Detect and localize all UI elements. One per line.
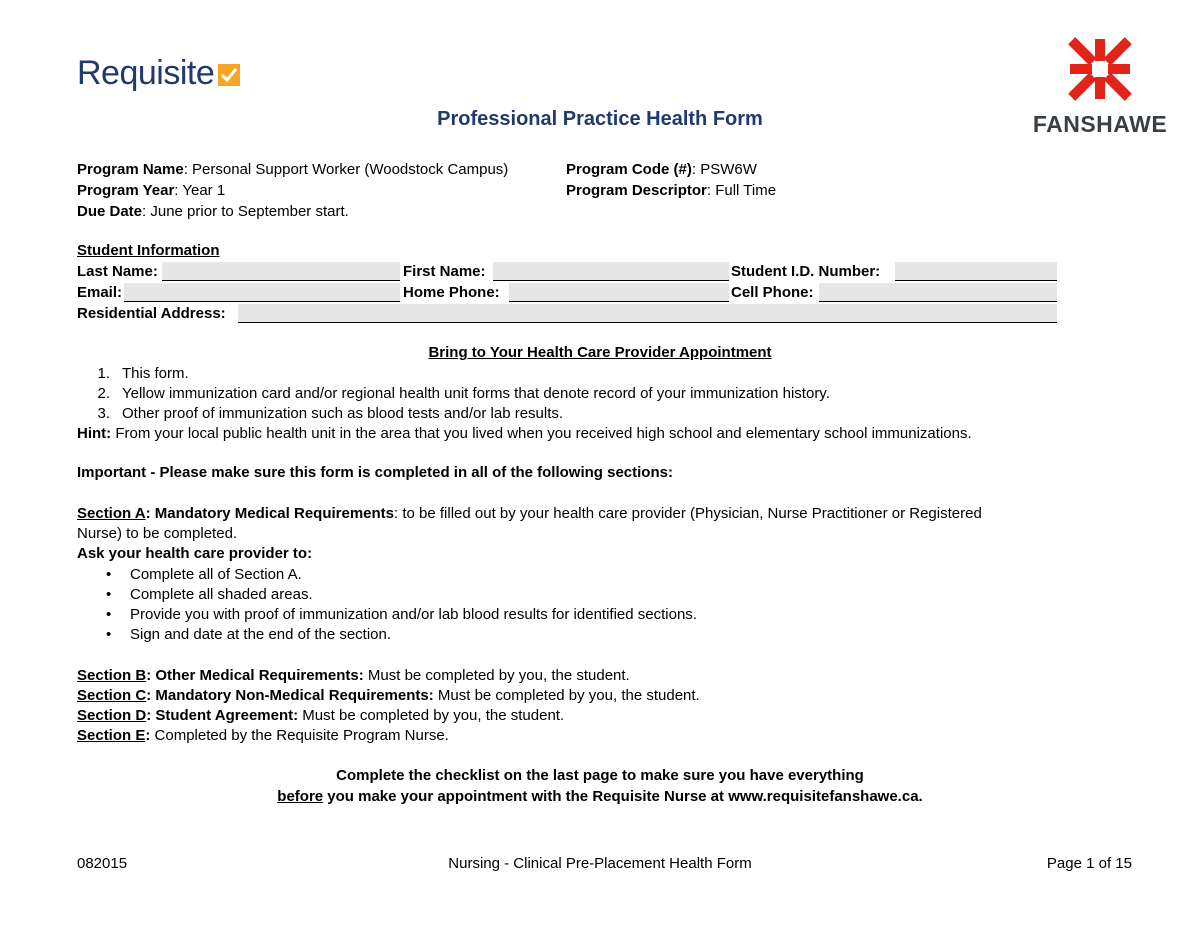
closing-line1: Complete the checklist on the last page to make sure you have everything: [336, 767, 864, 784]
cell-phone-field[interactable]: [819, 283, 1057, 302]
requisite-logo-text: Requisite: [77, 53, 215, 92]
fanshawe-emblem-icon: [1032, 27, 1168, 111]
student-id-field[interactable]: [895, 262, 1057, 281]
section-a-line1: [77, 504, 982, 524]
section-b: Section B: Other Medical Requirements: Must be completed by you, the student.: [77, 667, 630, 684]
hint-text: From your local public health unit in the area that you lived when you received high school and elementary school immunizations.: [111, 425, 972, 442]
page-title: Professional Practice Health Form: [437, 108, 763, 130]
bullet-icon: •: [106, 566, 112, 583]
address-field[interactable]: [238, 304, 1057, 323]
program-year-value: : Year 1: [174, 182, 226, 199]
program-year: [77, 181, 225, 201]
section-a-label: Section A: [77, 505, 146, 522]
program-code-value: : PSW6W: [691, 161, 757, 178]
closing-before: before: [277, 788, 324, 805]
footer-page-number: Page 1 of 15: [1046, 855, 1132, 872]
important-note: Important - Please make sure this form is completed in all of the following sections:: [77, 464, 673, 481]
section-a-ask: Ask your health care provider to:: [77, 545, 313, 562]
home-phone-field[interactable]: [509, 283, 729, 302]
footer-left: 082015: [77, 855, 128, 872]
closing-line2: [0, 787, 1200, 807]
bring-heading: Bring to Your Health Care Provider Appointment: [428, 344, 772, 361]
section-a-line2: Nurse) to be completed.: [77, 525, 238, 542]
home-phone-label: Home Phone:: [403, 284, 500, 301]
program-descriptor-value: : Full Time: [706, 182, 777, 199]
program-name-label: Program Name: [77, 161, 184, 178]
address-label: Residential Address:: [77, 305, 226, 322]
section-a-title: : Mandatory Medical Requirements: [145, 505, 395, 522]
first-name-label: First Name:: [403, 263, 486, 280]
hint: [77, 424, 972, 444]
hint-label: Hint:: [77, 425, 112, 442]
program-descriptor: [566, 181, 776, 201]
cell-phone-label: Cell Phone:: [731, 284, 814, 301]
section-c: Section C: Mandatory Non-Medical Requirements: Must be completed by you, the student.: [77, 687, 700, 704]
requisite-logo: [77, 52, 240, 94]
due-date-value: : June prior to September start.: [142, 203, 349, 220]
bullet-icon: •: [106, 606, 112, 623]
checkmark-icon: [218, 64, 240, 86]
closing-text: you make your appointment with the Requisite Nurse at www.requisitefanshawe.ca.: [323, 788, 923, 805]
bullet-icon: •: [106, 586, 112, 603]
program-name: [77, 160, 508, 180]
program-descriptor-label: Program Descriptor: [566, 182, 707, 199]
last-name-label: Last Name:: [77, 263, 158, 280]
due-date: [77, 202, 349, 222]
section-d: Section D: Student Agreement: Must be completed by you, the student.: [77, 707, 565, 724]
due-date-label: Due Date: [77, 203, 143, 220]
first-name-field[interactable]: [493, 262, 729, 281]
program-code-label: Program Code (#): [566, 161, 692, 178]
section-a-text: : to be filled out by your health care provider (Physician, Nurse Practitioner or Registered: [394, 505, 982, 522]
bullet-icon: •: [106, 626, 112, 643]
footer-center: Nursing - Clinical Pre-Placement Health Form: [448, 855, 752, 872]
program-name-value: : Personal Support Worker (Woodstock Campus): [183, 161, 509, 178]
email-label: Email:: [77, 284, 123, 301]
section-e: Section E: Completed by the Requisite Program Nurse.: [77, 727, 449, 744]
fanshawe-logo-text: FANSHAWE: [1032, 111, 1168, 137]
student-info-heading: Student Information: [77, 242, 220, 259]
program-code: [566, 160, 757, 180]
program-year-label: Program Year: [77, 182, 175, 199]
student-id-label: Student I.D. Number:: [731, 263, 881, 280]
email-field[interactable]: [124, 283, 400, 302]
last-name-field[interactable]: [162, 262, 400, 281]
